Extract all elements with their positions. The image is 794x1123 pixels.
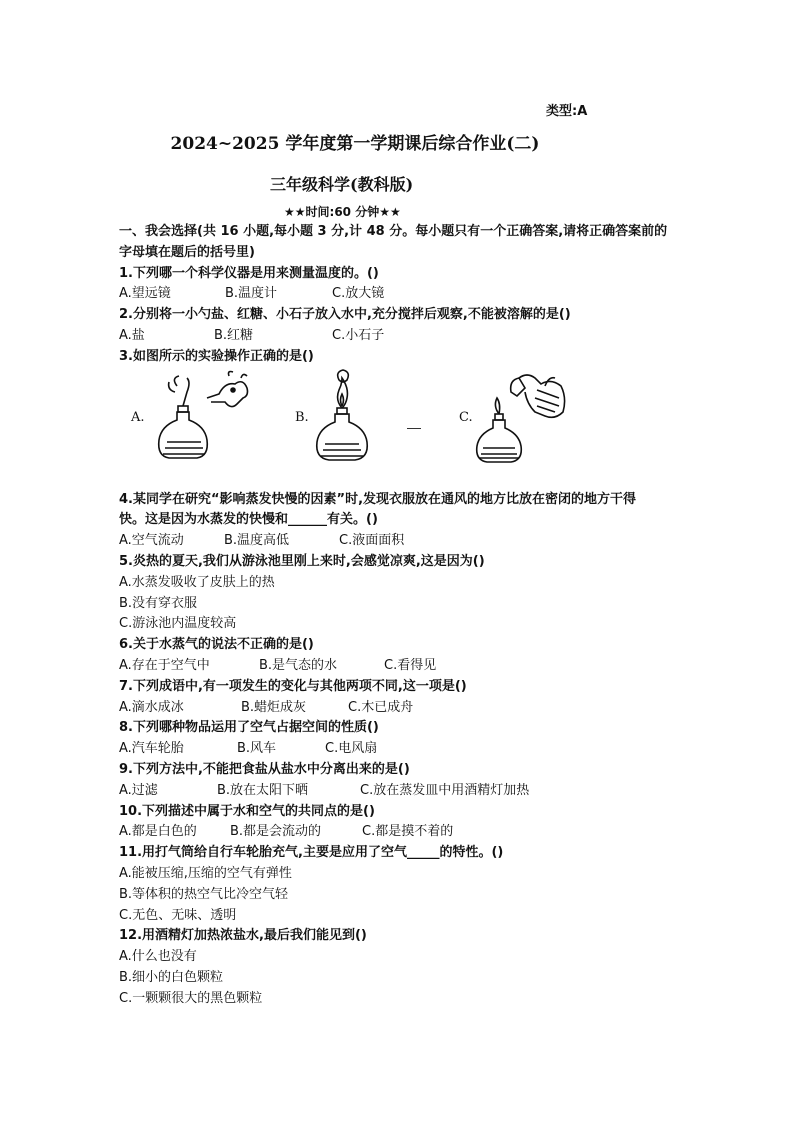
question-4-line-2: 快。这是因为水蒸发的快慢和______有关。() (119, 512, 378, 528)
option-c: C.电风扇 (325, 741, 378, 757)
figure-b-label: B. (295, 409, 309, 425)
figure-a-alcohol-lamp-icon (147, 368, 267, 468)
option-a: A.滴水成冰 (119, 699, 184, 715)
option-b: B.都是会流动的 (230, 824, 322, 840)
question-2-options (119, 326, 679, 347)
figure-c-label: C. (459, 409, 473, 425)
option-c: C.液面面积 (339, 533, 405, 549)
question-10: 10.下列描述中属于水和空气的共同点的是() (119, 803, 375, 819)
page-title: 2024~2025 学年度第一学期课后综合作业(二) (170, 134, 540, 154)
question-1-options (119, 284, 679, 305)
option-b: B.红糖 (214, 327, 254, 343)
option-b: B.蜡炬成灰 (241, 699, 307, 715)
option-a: A.过滤 (119, 782, 158, 798)
option-c: C.放大镜 (332, 286, 385, 302)
page-subtitle: 三年级科学(教科版) (270, 175, 414, 194)
option-c: C.放在蒸发皿中用酒精灯加热 (360, 782, 530, 798)
question-1: 1.下列哪一个科学仪器是用来测量温度的。() (119, 265, 379, 281)
question-12: 12.用酒精灯加热浓盐水,最后我们能见到() (119, 928, 367, 944)
option-a: A.汽车轮胎 (119, 741, 184, 757)
option-b: B.温度高低 (224, 533, 290, 549)
option-a: A.望远镜 (119, 286, 171, 302)
question-9: 9.下列方法中,不能把食盐从盐水中分离出来的是() (119, 761, 410, 777)
option-a: A.存在于空气中 (119, 657, 210, 673)
question-5-option-b: B.没有穿衣服 (119, 595, 198, 611)
question-8-options (119, 739, 679, 760)
option-c: C.看得见 (384, 657, 437, 673)
option-b: B.放在太阳下晒 (217, 782, 309, 798)
question-7: 7.下列成语中,有一项发生的变化与其他两项不同,这一项是() (119, 678, 467, 694)
question-4-options (119, 531, 679, 552)
figure-a-label: A. (131, 409, 145, 425)
option-c: C.小石子 (332, 327, 385, 343)
option-c: C.木已成舟 (348, 699, 414, 715)
option-a: A.空气流动 (119, 533, 184, 549)
question-5-option-a: A.水蒸发吸收了皮肤上的热 (119, 574, 275, 590)
question-5-option-c: C.游泳池内温度较高 (119, 616, 237, 632)
type-label: 类型:A (546, 104, 588, 119)
section-intro: 一、我会选择(共 16 小题,每小题 3 分,计 48 分。每小题只有一个正确答案,请将正确答案前的字母填在题后的括号里) (119, 224, 668, 260)
question-11: 11.用打气筒给自行车轮胎充气,主要是应用了空气_____的特性。() (119, 845, 504, 861)
question-9-options (119, 781, 679, 802)
question-3-figures (119, 368, 679, 490)
question-7-options (119, 698, 679, 719)
question-2: 2.分别将一小勺盐、红糖、小石子放入水中,充分搅拌后观察,不能被溶解的是() (119, 307, 571, 323)
figure-b-alcohol-lamp-icon (309, 368, 389, 468)
question-4-line-1: 4.某同学在研究“影响蒸发快慢的因素”时,发现衣服放在通风的地方比放在密闭的地方干得 (119, 491, 637, 507)
option-b: B.风车 (237, 741, 277, 757)
question-10-options (119, 822, 679, 843)
question-12-option-c: C.一颗颗很大的黑色颗粒 (119, 990, 263, 1006)
separator-dash (407, 428, 421, 429)
option-b: B.是气态的水 (259, 657, 338, 673)
question-12-option-b: B.细小的白色颗粒 (119, 969, 224, 985)
option-a: A.盐 (119, 327, 145, 343)
question-6: 6.关于水蒸气的说法不正确的是() (119, 637, 314, 653)
question-3: 3.如图所示的实验操作正确的是() (119, 348, 314, 364)
option-a: A.都是白色的 (119, 824, 197, 840)
question-11-option-c: C.无色、无味、透明 (119, 907, 237, 923)
option-c: C.都是摸不着的 (362, 824, 454, 840)
question-12-option-a: A.什么也没有 (119, 949, 197, 965)
question-5: 5.炎热的夏天,我们从游泳池里刚上来时,会感觉凉爽,这是因为() (119, 553, 485, 569)
option-b: B.温度计 (225, 286, 278, 302)
question-11-option-a: A.能被压缩,压缩的空气有弹性 (119, 865, 292, 881)
time-limit: ★★时间:60 分钟★★ (284, 205, 401, 219)
question-6-options (119, 656, 679, 677)
question-8: 8.下列哪种物品运用了空气占据空间的性质() (119, 720, 379, 736)
figure-c-alcohol-lamp-icon (475, 368, 575, 468)
question-11-option-b: B.等体积的热空气比冷空气轻 (119, 886, 289, 902)
question-list (119, 222, 679, 1010)
